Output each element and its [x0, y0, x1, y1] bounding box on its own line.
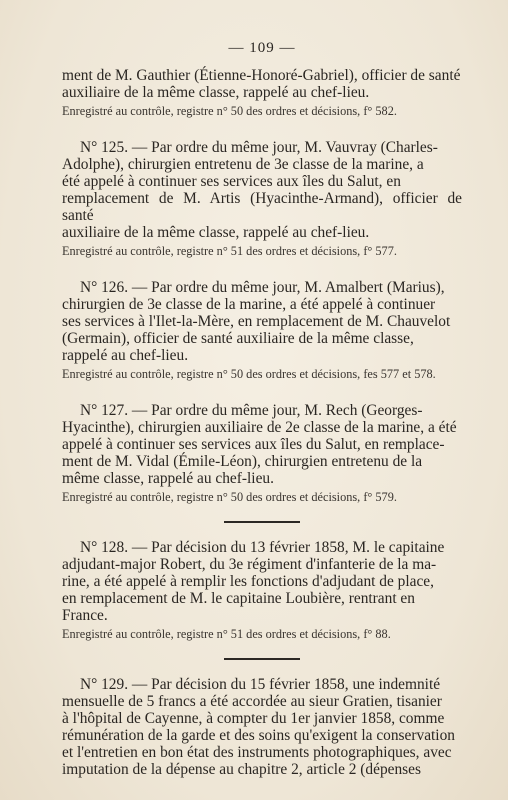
entry-129 [62, 676, 462, 778]
paragraph-line: même classe, rappelé au chef-lieu. [62, 470, 274, 487]
entry-125 [62, 139, 462, 259]
paragraph-line: remplacement de M. Artis (Hyacinthe-Armand), officier de santé [62, 190, 462, 224]
carryover-paragraph [62, 67, 462, 119]
paragraph-line: rappelé au chef-lieu. [62, 347, 189, 364]
paragraph-line: N° 129. — Par décision du 15 février 1858, une indemnité [80, 676, 441, 693]
registration-note: Enregistré au contrôle, registre n° 51 des ordres et décisions, f° 577. [62, 244, 397, 258]
paragraph-line: (Germain), officier de santé auxiliaire de la même classe, [62, 330, 414, 347]
paragraph-line: appelé à continuer ses services aux îles du Salut, en remplace- [62, 436, 445, 453]
entry-126 [62, 279, 462, 382]
paragraph-line: à l'hôpital de Cayenne, à compter du 1er janvier 1858, comme [62, 710, 445, 727]
paragraph-line: adjudant-major Robert, du 3e régiment d'infanterie de la ma- [62, 556, 437, 573]
paragraph-line: N° 128. — Par décision du 13 février 1858, M. le capitaine [80, 539, 445, 556]
paragraph-line: N° 125. — Par ordre du même jour, M. Vauvray (Charles- [80, 139, 438, 156]
registration-note: Enregistré au contrôle, registre n° 50 des ordres et décisions, f° 579. [62, 490, 397, 504]
paragraph-line: chirurgien de 3e classe de la marine, a été appelé à continuer [62, 296, 436, 313]
paragraph-line: ment de M. Vidal (Émile-Léon), chirurgien entretenu de la [62, 453, 423, 470]
paragraph-line: en remplacement de M. le capitaine Loubière, rentrant en [62, 590, 415, 607]
entry-128 [62, 539, 462, 642]
paragraph-line: auxiliaire de la même classe, rappelé au chef-lieu. [62, 224, 370, 241]
entry-127 [62, 402, 462, 505]
paragraph-line: Adolphe), chirurgien entretenu de 3e classe de la marine, a [62, 156, 424, 173]
paragraph-line: rémunération de la garde et des soins qu'exigent la conservation [62, 727, 455, 744]
registration-note: Enregistré au contrôle, registre n° 51 des ordres et décisions, f° 88. [62, 627, 391, 641]
paragraph-line: rine, a été appelé à remplir les fonctions d'adjudant de place, [62, 573, 434, 590]
registration-note: Enregistré au contrôle, registre n° 50 des ordres et décisions, fes 577 et 578. [62, 367, 436, 381]
paragraph-line: ses services à l'Ilet-la-Mère, en remplacement de M. Chauvelot [62, 313, 451, 330]
paragraph-line: imputation de la dépense au chapitre 2, article 2 (dépenses [62, 761, 421, 778]
paragraph-line: N° 126. — Par ordre du même jour, M. Amalbert (Marius), [80, 279, 445, 296]
paragraph-line: auxiliaire de la même classe, rappelé au chef-lieu. [62, 84, 370, 101]
page-number: — 109 — [228, 40, 296, 56]
paragraph-line: Hyacinthe), chirurgien auxiliaire de 2e classe de la marine, a été [62, 419, 457, 436]
paragraph-line: mensuelle de 5 francs a été accordée au sieur Gratien, tisanier [62, 693, 442, 710]
paragraph-line: été appelé à continuer ses services aux îles du Salut, en [62, 173, 401, 190]
paragraph-line: France. [62, 607, 108, 624]
section-divider [224, 521, 300, 523]
paragraph-line: ment de M. Gauthier (Étienne-Honoré-Gabriel), officier de santé [62, 67, 461, 84]
paragraph-line: et l'entretien en bon état des instruments photographiques, avec [62, 744, 452, 761]
paragraph-line: N° 127. — Par ordre du même jour, M. Rech (Georges- [80, 402, 423, 419]
section-divider [224, 658, 300, 660]
registration-note: Enregistré au contrôle, registre n° 50 des ordres et décisions, f° 582. [62, 104, 397, 118]
